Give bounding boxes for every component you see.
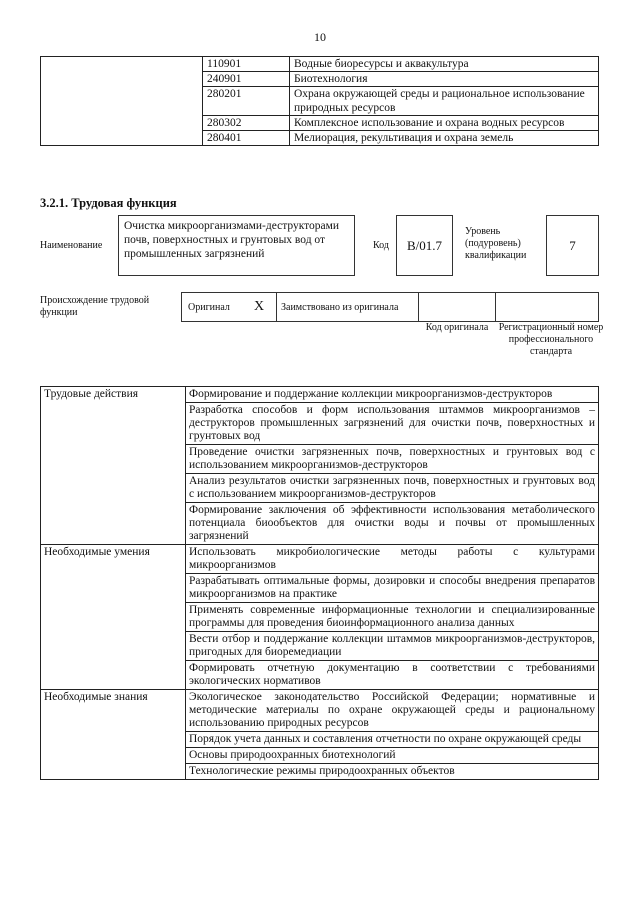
name-cell: Биотехнология [290, 72, 599, 87]
origin-row [181, 292, 599, 322]
divider [276, 293, 277, 321]
table-row [41, 545, 599, 574]
table-row [41, 403, 599, 445]
code-cell: 280201 [203, 87, 290, 116]
table-row [41, 57, 599, 72]
function-code-box: B/01.7 [396, 215, 453, 276]
registration-number-label: Регистрационный номер профессионального стандарта [498, 322, 604, 357]
category-cell [41, 445, 186, 474]
name-cell: Мелиорация, рекультивация и охрана земель [290, 131, 599, 146]
category-cell: Трудовые действия [41, 387, 186, 403]
table-row [41, 603, 599, 632]
name-cell: Охрана окружающей среды и рациональное использование природных ресурсов [290, 87, 599, 116]
category-cell [41, 661, 186, 690]
divider [495, 293, 496, 321]
list-item: Формирование и поддержание коллекции микроорганизмов-деструкторов [186, 387, 599, 403]
list-item: Формирование заключения об эффективности использования метаболического потенциала биообъектов для очистки воды и почвы от промышленных загрязнений [186, 503, 599, 545]
function-details-table [40, 386, 599, 780]
category-cell [41, 732, 186, 748]
borrowed-label: Заимствовано из оригинала [281, 302, 399, 313]
list-item: Анализ результатов очистки загрязненных почв, поверхностных и грунтовых вод с использованием микроорганизмов-деструкторов [186, 474, 599, 503]
list-item: Основы природоохранных биотехнологий [186, 748, 599, 764]
list-item: Проведение очистки загрязненных почв, поверхностных и грунтовых вод с использованием микроорганизмов-деструкторов [186, 445, 599, 474]
list-item: Разработка способов и форм использования штаммов микроорганизмов – деструкторов промышленных загрязнений для очистки почв, поверхностных и грунтовых вод [186, 403, 599, 445]
list-item: Вести отбор и поддержание коллекции штаммов микроорганизмов-деструкторов, пригодных для биоремедиации [186, 632, 599, 661]
name-label: Наименование [40, 240, 103, 251]
category-cell: Необходимые знания [41, 690, 186, 732]
category-cell [41, 403, 186, 445]
category-cell [41, 574, 186, 603]
function-name-box: Очистка микроорганизмами-деструкторами почв, поверхностных и грунтовых вод от промышленных загрязнений [118, 215, 355, 276]
table-row [41, 474, 599, 503]
code-cell: 280302 [203, 116, 290, 131]
list-item: Порядок учета данных и составления отчетности по охране окружающей среды [186, 732, 599, 748]
code-cell: 110901 [203, 57, 290, 72]
name-cell: Комплексное использование и охрана водных ресурсов [290, 116, 599, 131]
table-row [41, 732, 599, 748]
code-cell: 280401 [203, 131, 290, 146]
table-row [41, 574, 599, 603]
table-row [41, 445, 599, 474]
code-label: Код [373, 240, 389, 251]
table-row [41, 387, 599, 403]
list-item: Экологическое законодательство Российской Федерации; нормативные и методические материалы по охране окружающей среды и рациональному использованию природных ресурсов [186, 690, 599, 732]
name-cell: Водные биоресурсы и аквакультура [290, 57, 599, 72]
category-cell: Необходимые умения [41, 545, 186, 574]
category-cell [41, 603, 186, 632]
list-item: Разрабатывать оптимальные формы, дозировки и способы внедрения препаратов микроорганизмов на практике [186, 574, 599, 603]
original-label: Оригинал [188, 302, 230, 313]
table-row [41, 632, 599, 661]
table-row [41, 764, 599, 780]
table-row [41, 748, 599, 764]
table-row [41, 690, 599, 732]
code-cell: 240901 [203, 72, 290, 87]
list-item: Применять современные информационные технологии и специализированные программы для проведения биоинформационного анализа данных [186, 603, 599, 632]
specialty-codes-table [40, 56, 599, 146]
code-original-label: Код оригинала [425, 322, 489, 333]
level-label: Уровень (подуровень) квалификации [465, 226, 527, 261]
level-value-box: 7 [546, 215, 599, 276]
table-row [41, 661, 599, 690]
original-mark: X [254, 299, 265, 314]
list-item: Технологические режимы природоохранных объектов [186, 764, 599, 780]
divider [418, 293, 419, 321]
category-cell [41, 632, 186, 661]
category-cell [41, 474, 186, 503]
list-item: Использовать микробиологические методы работы с культурами микроорганизмов [186, 545, 599, 574]
category-cell [41, 764, 186, 780]
section-title: 3.2.1. Трудовая функция [40, 196, 177, 210]
list-item: Формировать отчетную документацию в соответствии с требованиями экологических нормативов [186, 661, 599, 690]
empty-cell [41, 57, 203, 146]
page-number: 10 [314, 30, 326, 44]
table-row [41, 503, 599, 545]
category-cell [41, 748, 186, 764]
category-cell [41, 503, 186, 545]
origin-label: Происхождение трудовой функции [40, 295, 150, 318]
